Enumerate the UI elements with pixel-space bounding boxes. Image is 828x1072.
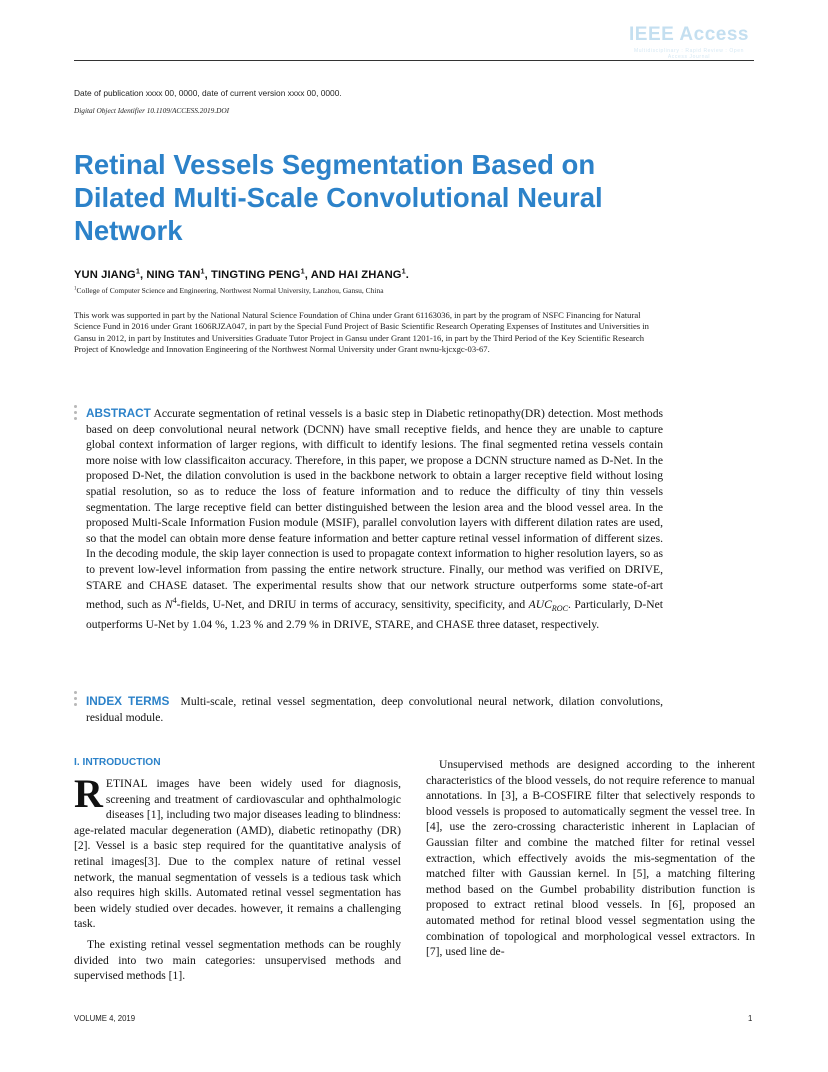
author-affil-mark: 1 [401,266,406,276]
journal-logo [628,24,750,58]
author-name: TINGTING PENG [211,269,301,281]
author-list [74,266,409,281]
drop-cap: R [74,771,103,816]
body-column-right [426,757,755,960]
author-separator: , [139,269,147,281]
author-separator: , [204,269,212,281]
author-affil-mark: 1 [300,266,305,276]
math-auc: AUC [528,597,552,611]
footer-volume: VOLUME 4, 2019 [74,1014,136,1023]
body-column-left [74,771,401,984]
author-affil-mark: 1 [200,266,205,276]
section-heading: I. INTRODUCTION [74,757,161,768]
logo-wordmark: IEEE Access [629,24,749,45]
paragraph-text: ETINAL images have been widely used for diagnosis, screening and treatment of cardiovascular and ophthalmologic diseases [1], including two major diseases leading to blindness: age-related macular degeneration (AMD), diabetic retinopathy (DR) [2]. Vessel is a basic step required for the quantitative analysis of retinal images[3]. Due to the complex nature of retinal vessel network, the manual segmentation of vessels is a tedious task which also requires high skills. Automated retinal vessel segmentation has been widely studied over decades. however, it remains a challenging task. [74,777,401,931]
abstract-label: ABSTRACT [86,406,151,420]
paper-title: Retinal Vessels Segmentation Based on Dilated Multi-Scale Convolutional Neural Network [74,149,603,246]
math-n: N [164,597,173,611]
author-name: HAI ZHANG [338,269,402,281]
abstract-dots-icon [74,405,78,423]
body-paragraph [74,771,401,932]
index-terms-text: Multi-scale, retinal vessel segmentation, deep convolutional neural network, dilation convolutions, residual module. [86,695,663,724]
page-number: 1 [748,1014,753,1023]
abstract-text: Accurate segmentation of retinal vessels is a basic step in Diabetic retinopathy(DR) detection. Most methods based on deep convolutional neural network (DCNN) have small receptive fields, and hence they are unable to capture global context information of larger regions, with difficult to identify lesions. The final segmented retina vessels contain more noise with low classificaiton accuracy. Therefore, in this paper, we propose a DCNN structure named as D-Net. In the proposed D-Net, the dilation convolution is used in the backbone network to obtain a larger receptive field without losing spatial resolution, so as to reduce the loss of feature information and to reduce the difficulty of tiny thin vessels segmentation. The large receptive field can better distinguished between the lesion area and the blood vessel area. In the proposed Multi-Scale Information Fusion module (MSIF), parallel convolution layers with different dilation rates are used, so that the model can obtain more dense feature information and better capture retinal vessel information of different sizes. In the decoding module, the skip layer connection is used to propagate context information to higher resolution layers, so as to prevent low-level information from passing the entire network structure. Finally, our method was verified on DRIVE, STARE and CHASE dataset. The experimental results show that our network structure outperforms some state-of-art method, such as [86,407,663,611]
author-name: YUN JIANG [74,269,136,281]
body-paragraph: The existing retinal vessel segmentation methods can be roughly divided into two main categories: unsupervised methods and supervised methods [1]. [74,937,401,983]
affiliation-mark: 1 [74,286,77,292]
index-dots-icon [74,691,78,709]
affiliation [74,286,384,295]
doi-line: Digital Object Identifier 10.1109/ACCESS.2019.DOI [74,106,230,115]
body-paragraph: Unsupervised methods are designed according to the inherent characteristics of the blood vessels, do not require reference to manual annotations. In [3], a B-COSFIRE filter that selectively responds to blood vessels is proposed to automatically segment the vessel tree. In [4], use the zero-crossing characteristic inherent in Laplacian of Gaussian filter and combine the matched filter for retinal vessel extraction, which effectively avoids the mis-segmentation of the matched filter with Gaussian kernel. In [5], a matching filtering method based on the Gumbel probability distribution function is proposed to extract retinal blood vessels. In [6], proposed an automated method for retinal blood vessel segmentation using the combination of topological and morphological vessel extractors. In [7], used line de- [426,758,755,959]
header-rule [74,60,754,61]
math-n-exponent: 4 [172,596,177,606]
abstract-text: -fields, U-Net, and DRIU in terms of accuracy, sensitivity, specificity, and [176,597,529,611]
author-separator: , AND [304,269,339,281]
affiliation-text: College of Computer Science and Engineering, Northwest Normal University, Lanzhou, Gansu, China [76,286,384,295]
abstract-text: . Particularly, D-Net outperforms U-Net by 1.04 %, 1.23 % and 2.79 % in DRIVE, STARE, and CHASE three dataset, respectively. [86,597,663,631]
author-name: NING TAN [146,269,201,281]
logo-tagline: Multidisciplinary : Rapid Review : Open Access Journal [633,48,745,60]
abstract [86,406,663,632]
math-auc-subscript: ROC [551,604,569,614]
funding-note: This work was supported in part by the National Natural Science Foundation of China under Grant 61163036, in part by the program of NSFC Financing for Natural Science Fund in 2016 under Grant 1606RJZA047, in part by the Special Fund Project of Basic Scientific Research Operating Expenses of Institutes and Universities in Gansu in 2012, in part by Institutes and Universities Graduate Tutor Project in Gansu under Grant 1201-16, in part by the Third Period of the Key Scientific Research Project of Knowledge and Innovation Engineering of the Northwest Normal University under Grant nwnu-kjcxgc-03-67. [74,310,649,354]
index-terms-label: INDEX TERMS [86,694,170,708]
publication-date: Date of publication xxxx 00, 0000, date of current version xxxx 00, 0000. [74,88,342,98]
author-affil-mark: 1 [135,266,140,276]
author-separator: . [405,269,409,281]
index-terms [86,694,663,725]
